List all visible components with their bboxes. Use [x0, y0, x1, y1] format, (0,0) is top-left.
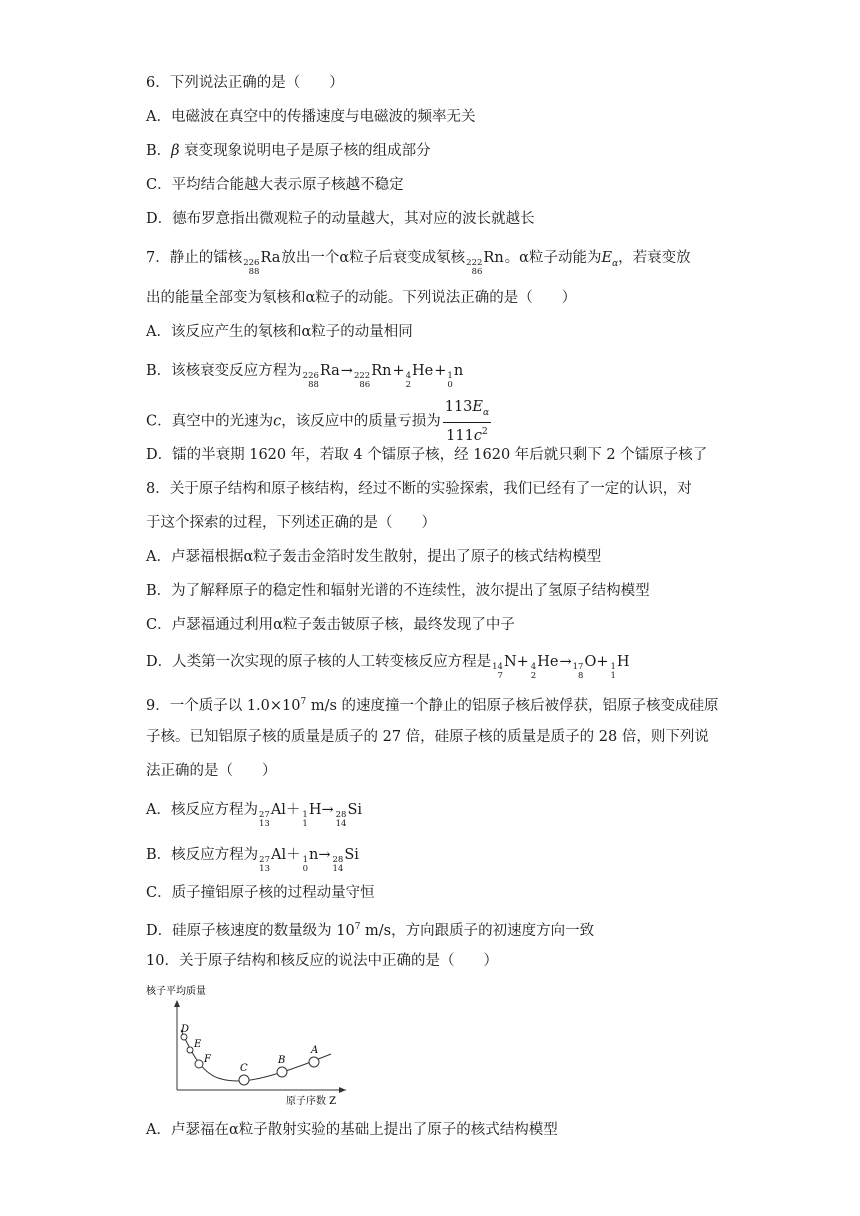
q7-stem-line1: 7．静止的镭核 226 88 Ra放出一个α粒子后衰变成氡核 222 86 Rn。α粒子动能为$E_\alpha$，若衰变放	[146, 250, 691, 277]
nuclide-rn-b: 222 86 Rn	[353, 363, 392, 390]
q9-option-b: B．核反应方程为 27 13 Al＋ 1 0 n→ 28 14 Si	[146, 847, 359, 874]
q9-option-c: C．质子撞铝原子核的过程动量守恒	[146, 885, 375, 901]
q7-option-b: B．该核衰变反应方程为 226 88 Ra→ 222 86 Rn+ 4 2 He+ 1 0 n	[146, 363, 464, 390]
q6-option-b: B．β 衰变现象说明电子是原子核的组成部分	[146, 143, 431, 159]
x-axis-arrow	[339, 1087, 346, 1093]
point-f	[195, 1060, 203, 1068]
q7-option-d: D．镭的半衰期 1620 年，若取 4 个镭原子核，经 1620 年后就只剩下 2 个镭原子核了	[146, 447, 708, 463]
nuclide-he: 4 2 He	[405, 363, 434, 390]
nuclide-ra-b: 226 88 Ra	[302, 363, 340, 390]
label-e: E	[194, 1039, 202, 1050]
label-f: F	[204, 1054, 211, 1065]
q6-option-a: A．电磁波在真空中的传播速度与电磁波的频率无关	[146, 109, 476, 125]
q6-option-c: C．平均结合能越大表示原子核越不稳定	[146, 177, 404, 193]
q8-option-a: A．卢瑟福根据α粒子轰击金箔时发生散射，提出了原子的核式结构模型	[146, 549, 602, 565]
q8-option-c: C．卢瑟福通过利用α粒子轰击铍原子核，最终发现了中子	[146, 617, 515, 633]
q9-option-a: A．核反应方程为 27 13 Al＋ 1 1 H→ 28 14 Si	[146, 802, 363, 829]
graph-xlabel: 原子序数 Z	[286, 1096, 337, 1106]
q10-stem: 10．关于原子结构和核反应的说法中正确的是（ ）	[146, 953, 498, 969]
q9-stem-line2: 子核。已知铝原子核的质量是质子的 27 倍，硅原子核的质量是质子的 28 倍，则下列说	[146, 729, 709, 745]
q6-option-d: D．德布罗意指出微观粒子的动量越大，其对应的波长就越长	[146, 211, 535, 227]
nuclide-n: 1 0 n	[447, 363, 464, 390]
q8-option-b: B．为了解释原子的稳定性和辐射光谱的不连续性，波尔提出了氢原子结构模型	[146, 583, 650, 599]
label-d: D	[181, 1024, 190, 1035]
q8-stem-line2: 于这个探索的过程，下列述正确的是（ ）	[146, 515, 436, 531]
q9-stem-line1: 9．一个质子以 $1.0\times 10^7$ m/s 的速度撞一个静止的铝原子核后被俘获，铝原子核变成硅原	[146, 697, 719, 714]
q6-stem: 6．下列说法正确的是（ ）	[146, 75, 344, 91]
q10-option-a: A．卢瑟福在α粒子散射实验的基础上提出了原子的核式结构模型	[146, 1122, 558, 1138]
q9-stem-line3: 法正确的是（ ）	[146, 763, 277, 779]
q7-option-a: A．该反应产生的氡核和α粒子的动量相同	[146, 324, 413, 340]
nuclide-ra: 226 88 Ra	[243, 250, 281, 277]
label-b: B	[278, 1055, 286, 1066]
point-e	[187, 1047, 193, 1053]
label-c: C	[240, 1063, 248, 1074]
q9-option-d: D．硅原子核速度的数量级为 $10^7$ m/s，方向跟质子的初速度方向一致	[146, 922, 595, 939]
q7-stem-line2: 出的能量全部变为氡核和α粒子的动能。下列说法正确的是（ ）	[146, 290, 577, 306]
q7-option-c: C．真空中的光速为c，该反应中的质量亏损为 $\frac{113E_\alpha}{111c^2}$	[146, 399, 490, 444]
mass-defect-fraction: $\frac{113E_\alpha}{111c^2}$	[444, 399, 490, 444]
q8-option-d: D．人类第一次实现的原子核的人工转变核反应方程是 14 7 N+ 4 2 He→ 17 8 O+ 1 1 H	[146, 654, 630, 681]
point-a	[309, 1057, 319, 1067]
point-c	[239, 1075, 249, 1085]
q8-stem-line1: 8．关于原子结构和原子核结构，经过不断的实验探索，我们已经有了一定的认识，对	[146, 481, 692, 497]
graph-ylabel: 核子平均质量	[146, 986, 206, 997]
nuclide-rn: 222 86 Rn	[466, 250, 504, 277]
y-axis-arrow	[174, 1000, 180, 1007]
point-b	[277, 1067, 287, 1077]
label-a: A	[311, 1045, 319, 1056]
binding-mass-graph	[146, 982, 346, 1106]
